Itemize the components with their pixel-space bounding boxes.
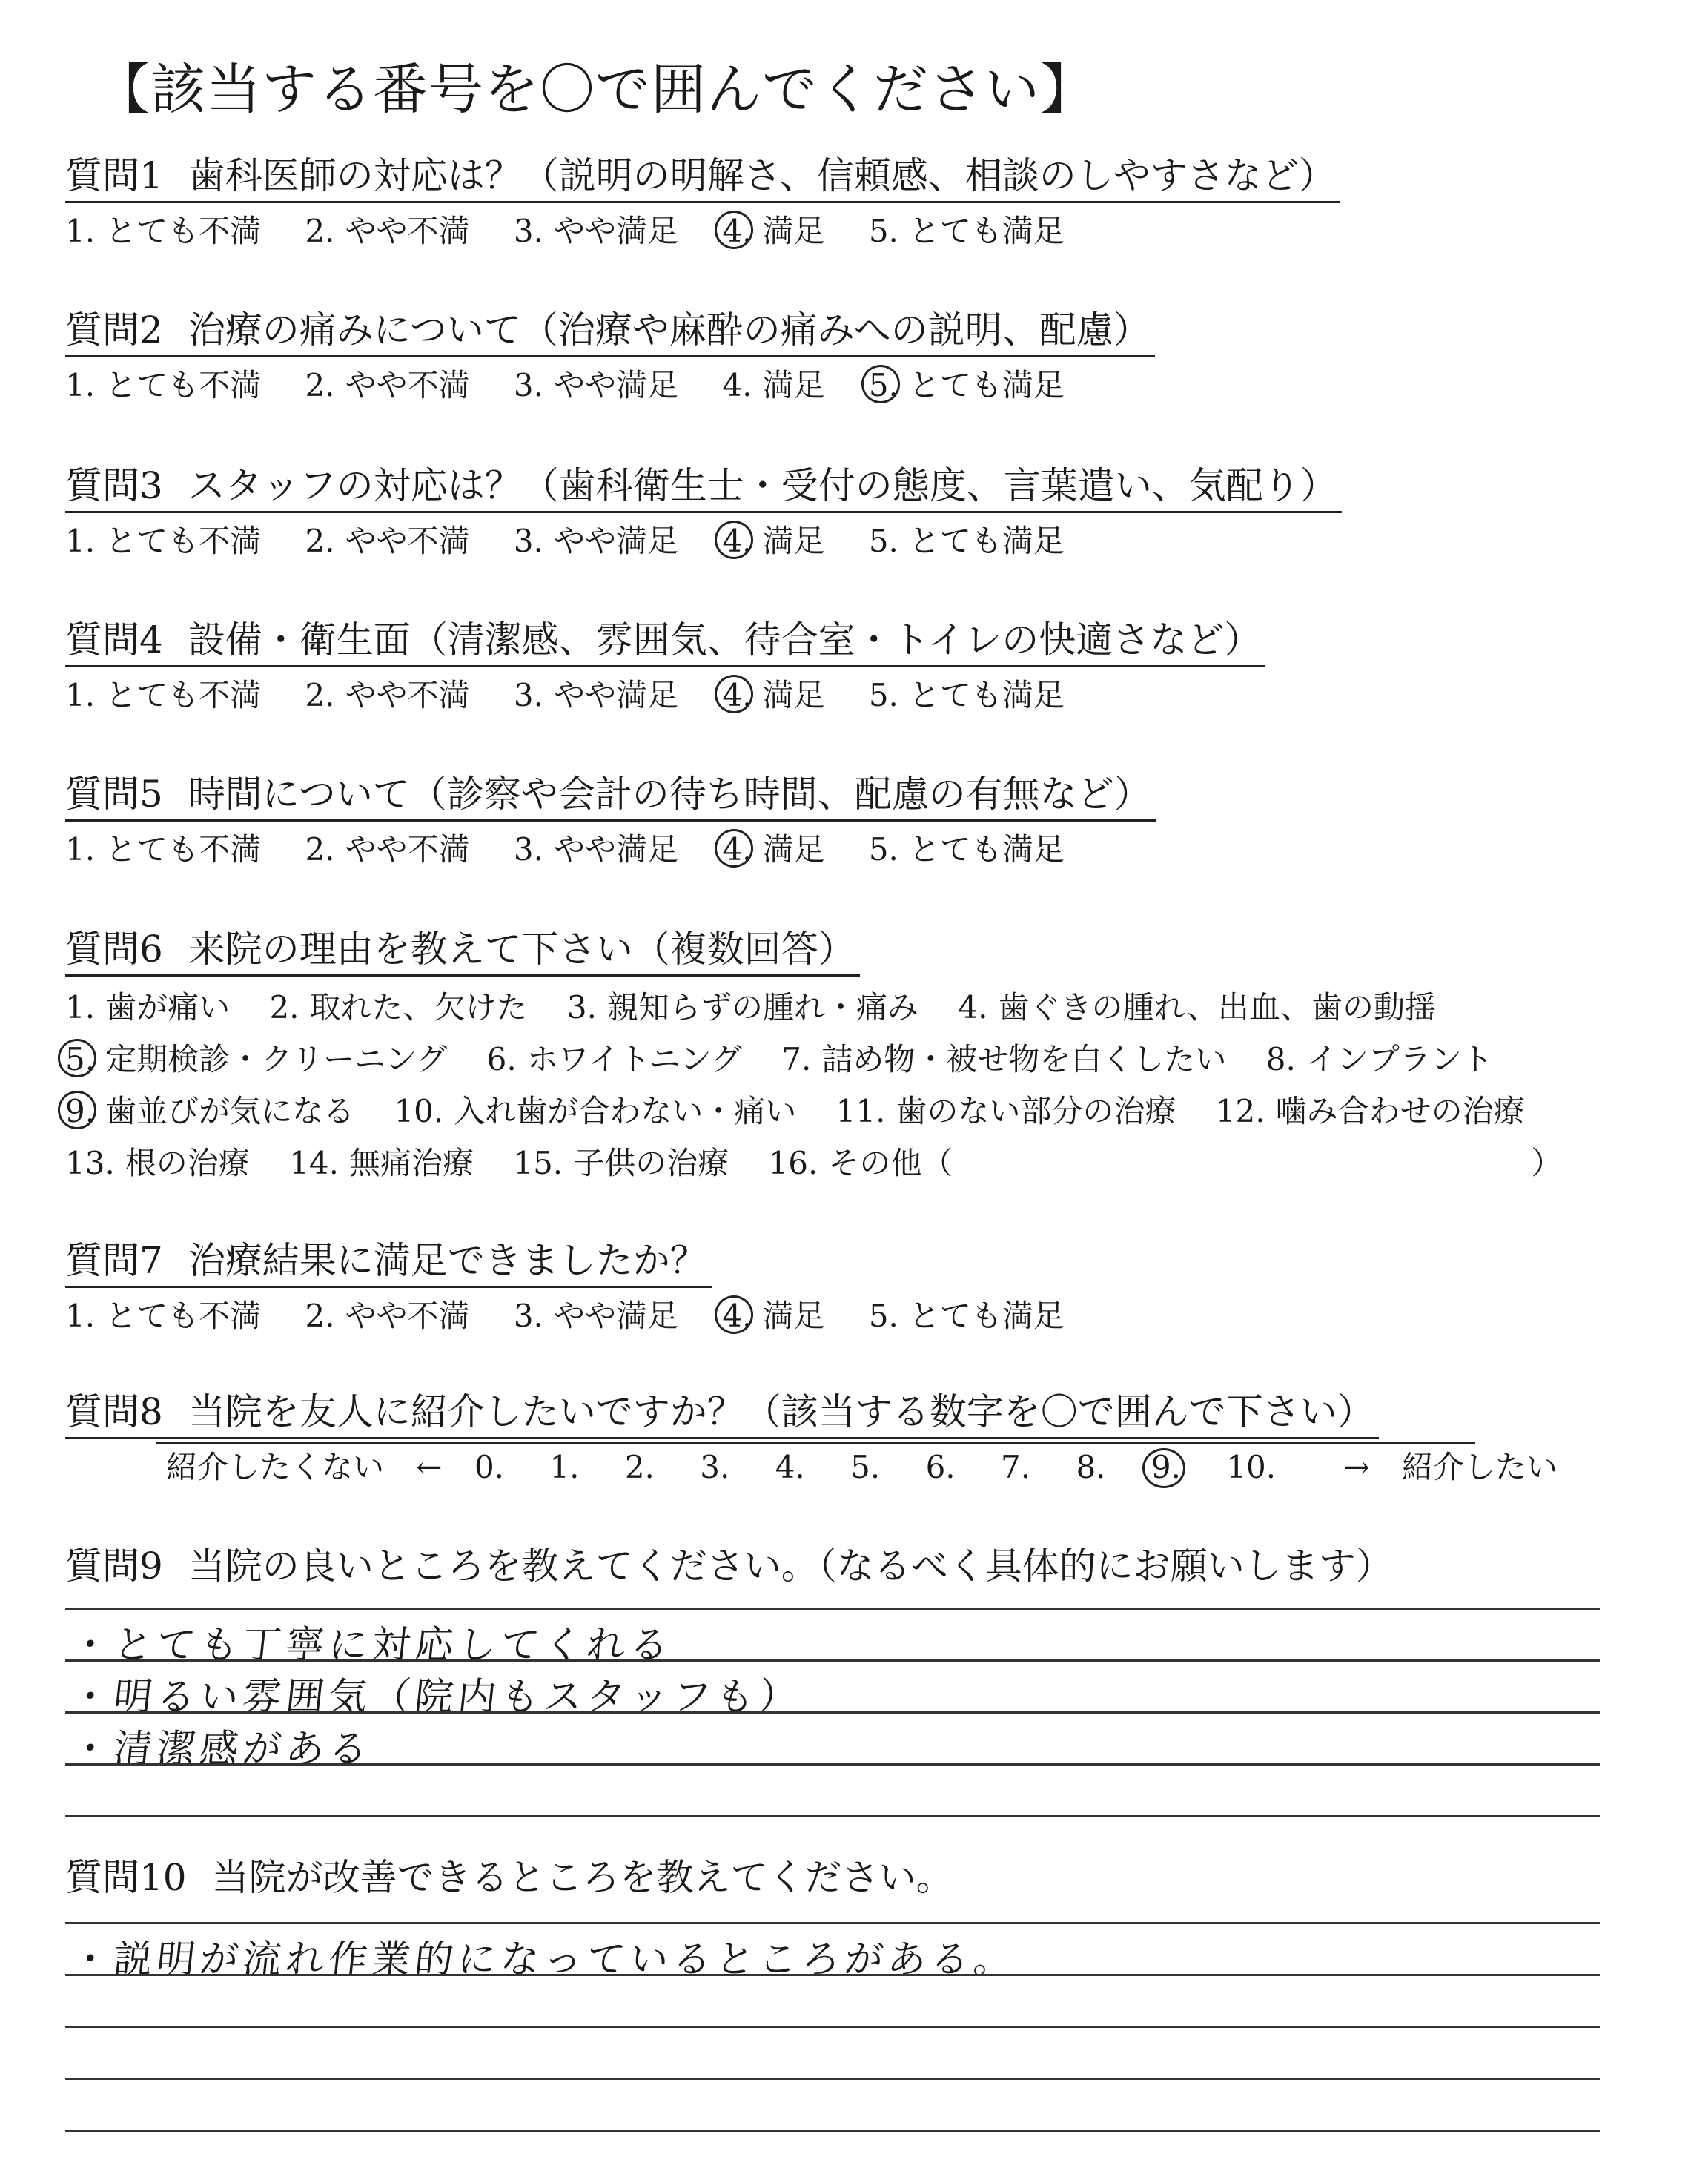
question-4 xyxy=(65,616,1265,716)
question-text: 治療の痛みについて（治療や麻酔の痛みへの説明、配慮） xyxy=(188,308,1151,351)
reason-option-5-selected[interactable]: 5. 定期検診・クリーニング xyxy=(65,1039,447,1080)
option-2[interactable]: 2. やや不満 xyxy=(305,831,470,868)
question-number: 質問7 xyxy=(65,1239,163,1282)
scale-option-0[interactable]: 0. xyxy=(474,1449,505,1485)
option-3[interactable]: 3. やや満足 xyxy=(513,213,678,249)
option-4-selected[interactable]: 4. 満足 xyxy=(722,829,824,871)
option-list xyxy=(65,829,1156,871)
question-number: 質問2 xyxy=(65,308,163,351)
scale-option-4[interactable]: 4. xyxy=(775,1449,805,1485)
question-number: 質問8 xyxy=(65,1390,163,1433)
answer-line xyxy=(65,1608,1600,1610)
reason-option-11[interactable]: 11. 歯のない部分の治療 xyxy=(835,1093,1176,1129)
option-3[interactable]: 3. やや満足 xyxy=(513,367,678,403)
option-3[interactable]: 3. やや満足 xyxy=(513,677,678,713)
question-1 xyxy=(65,152,1340,252)
question-text: 当院を友人に紹介したいですか？（該当する数字を〇で囲んで下さい） xyxy=(188,1390,1374,1433)
reason-row-1 xyxy=(65,987,1592,1028)
scale-option-8[interactable]: 8. xyxy=(1076,1449,1106,1485)
option-1[interactable]: 1. とても不満 xyxy=(65,523,262,559)
option-3[interactable]: 3. やや満足 xyxy=(513,831,678,868)
answer-line xyxy=(65,2130,1600,2132)
option-5[interactable]: 5. とても満足 xyxy=(868,831,1065,868)
answer-line xyxy=(65,1922,1600,1924)
reason-option-15[interactable]: 15. 子供の治療 xyxy=(513,1145,729,1181)
question-text: 治療結果に満足できましたか？ xyxy=(188,1239,707,1282)
reason-option-3[interactable]: 3. 親知らずの腫れ・痛み xyxy=(566,989,918,1025)
scale-option-3[interactable]: 3. xyxy=(700,1449,730,1485)
answer-line xyxy=(65,1711,1600,1714)
option-4[interactable]: 4. 満足 xyxy=(722,367,825,403)
reason-option-6[interactable]: 6. ホワイトニング xyxy=(486,1041,742,1077)
option-4-selected[interactable]: 4. 満足 xyxy=(722,211,824,252)
option-5[interactable]: 5. とても満足 xyxy=(868,1298,1065,1334)
question-text: 来院の理由を教えて下さい（複数回答） xyxy=(188,928,855,971)
option-2[interactable]: 2. やや不満 xyxy=(305,367,470,403)
reason-option-14[interactable]: 14. 無痛治療 xyxy=(289,1145,474,1181)
option-2[interactable]: 2. やや不満 xyxy=(305,1298,470,1334)
reason-option-16-other[interactable]: 16. その他（ ） xyxy=(768,1145,1563,1181)
option-5-selected[interactable]: 5. とても満足 xyxy=(869,365,1065,406)
option-list xyxy=(65,1295,1099,1337)
answer-line xyxy=(65,2078,1600,2080)
question-text: 当院の良いところを教えてください。（なるべく具体的にお願いします） xyxy=(188,1545,1393,1588)
question-6 xyxy=(65,925,1592,1184)
option-list xyxy=(65,365,1155,406)
reason-option-13[interactable]: 13. 根の治療 xyxy=(65,1145,250,1181)
option-1[interactable]: 1. とても不満 xyxy=(65,1298,262,1334)
reason-row-2 xyxy=(65,1039,1592,1080)
reason-option-1[interactable]: 1. 歯が痛い xyxy=(65,989,231,1025)
question-text: 当院が改善できるところを教えてください。 xyxy=(211,1856,953,1899)
option-5[interactable]: 5. とても満足 xyxy=(868,677,1065,713)
divider xyxy=(156,1442,1475,1444)
answer-line xyxy=(65,1763,1600,1766)
handwritten-answer[interactable]: ・明るい雰囲気（院内もスタッフも） xyxy=(68,1675,804,1720)
option-2[interactable]: 2. やや不満 xyxy=(305,677,470,713)
other-close-paren: ） xyxy=(1531,1145,1563,1181)
scale-option-6[interactable]: 6. xyxy=(925,1449,956,1485)
reason-option-4[interactable]: 4. 歯ぐきの腫れ、出血、歯の動揺 xyxy=(958,989,1436,1025)
recommend-scale xyxy=(65,1447,1558,1488)
option-1[interactable]: 1. とても不満 xyxy=(65,677,262,713)
reason-option-7[interactable]: 7. 詰め物・被せ物を白くしたい xyxy=(781,1041,1227,1077)
scale-option-2[interactable]: 2. xyxy=(624,1449,655,1485)
option-list xyxy=(65,675,1265,716)
question-3 xyxy=(65,462,1342,562)
answer-line xyxy=(65,1815,1600,1817)
option-3[interactable]: 3. やや満足 xyxy=(513,1298,678,1334)
option-2[interactable]: 2. やや不満 xyxy=(305,523,470,559)
option-1[interactable]: 1. とても不満 xyxy=(65,213,262,249)
option-5[interactable]: 5. とても満足 xyxy=(868,523,1065,559)
reason-row-4 xyxy=(65,1143,1592,1184)
question-2 xyxy=(65,306,1155,406)
scale-option-1[interactable]: 1. xyxy=(549,1449,580,1485)
option-1[interactable]: 1. とても不満 xyxy=(65,367,262,403)
question-number: 質問3 xyxy=(65,464,163,507)
question-number: 質問10 xyxy=(65,1856,187,1899)
question-7 xyxy=(65,1237,1099,1337)
question-number: 質問6 xyxy=(65,928,163,971)
reason-option-12[interactable]: 12. 噛み合わせの治療 xyxy=(1215,1093,1525,1129)
question-number: 質問4 xyxy=(65,618,163,661)
question-number: 質問5 xyxy=(65,773,163,816)
page-title: 【該当する番号を〇で囲んでください】 xyxy=(95,58,1096,122)
scale-left-label: 紹介したくない xyxy=(166,1449,385,1485)
question-9 xyxy=(65,1542,1393,1590)
option-3[interactable]: 3. やや満足 xyxy=(513,523,678,559)
option-1[interactable]: 1. とても不満 xyxy=(65,831,262,868)
handwritten-answer[interactable]: ・とても丁寧に対応してくれる xyxy=(68,1623,675,1668)
reason-option-2[interactable]: 2. 取れた、欠けた xyxy=(269,989,528,1025)
question-8 xyxy=(65,1388,1558,1488)
scale-right-label: 紹介したい xyxy=(1402,1449,1558,1485)
reason-option-10[interactable]: 10. 入れ歯が合わない・痛い xyxy=(394,1093,797,1129)
answer-line xyxy=(65,1974,1600,1976)
reason-row-3 xyxy=(65,1091,1592,1132)
scale-option-10[interactable]: 10. xyxy=(1226,1449,1277,1485)
scale-option-9-selected[interactable]: 9. xyxy=(1151,1447,1181,1488)
option-list xyxy=(65,521,1342,562)
reason-option-8[interactable]: 8. インプラント xyxy=(1265,1041,1493,1077)
question-text: 時間について（診察や会計の待ち時間、配慮の有無など） xyxy=(188,773,1151,816)
question-text: 歯科医師の対応は？（説明の明解さ、信頼感、相談のしやすさなど） xyxy=(188,154,1336,197)
reason-option-9-selected[interactable]: 9. 歯並びが気になる xyxy=(65,1091,354,1132)
right-arrow-icon: → xyxy=(1343,1449,1370,1485)
option-4-selected[interactable]: 4. 満足 xyxy=(722,521,824,562)
question-5 xyxy=(65,770,1156,871)
option-5[interactable]: 5. とても満足 xyxy=(868,213,1065,249)
answer-line xyxy=(65,2026,1600,2028)
question-10 xyxy=(65,1854,953,1901)
question-text: 設備・衛生面（清潔感、雰囲気、待合室・トイレの快適さなど） xyxy=(188,618,1262,661)
question-number: 質問9 xyxy=(65,1545,163,1588)
option-4-selected[interactable]: 4. 満足 xyxy=(722,1295,824,1337)
question-number: 質問1 xyxy=(65,154,163,197)
option-2[interactable]: 2. やや不満 xyxy=(305,213,470,249)
scale-option-7[interactable]: 7. xyxy=(1001,1449,1031,1485)
handwritten-answer[interactable]: ・説明が流れ作業的になっているところがある。 xyxy=(68,1938,1019,1982)
question-text: スタッフの対応は？（歯科衛生士・受付の態度、言葉遣い、気配り） xyxy=(188,464,1337,507)
option-list xyxy=(65,211,1340,252)
answer-line xyxy=(65,1659,1600,1662)
left-arrow-icon: ← xyxy=(416,1449,443,1485)
option-4-selected[interactable]: 4. 満足 xyxy=(722,675,824,716)
scale-option-5[interactable]: 5. xyxy=(850,1449,881,1485)
handwritten-answer[interactable]: ・清潔感がある xyxy=(68,1727,374,1771)
